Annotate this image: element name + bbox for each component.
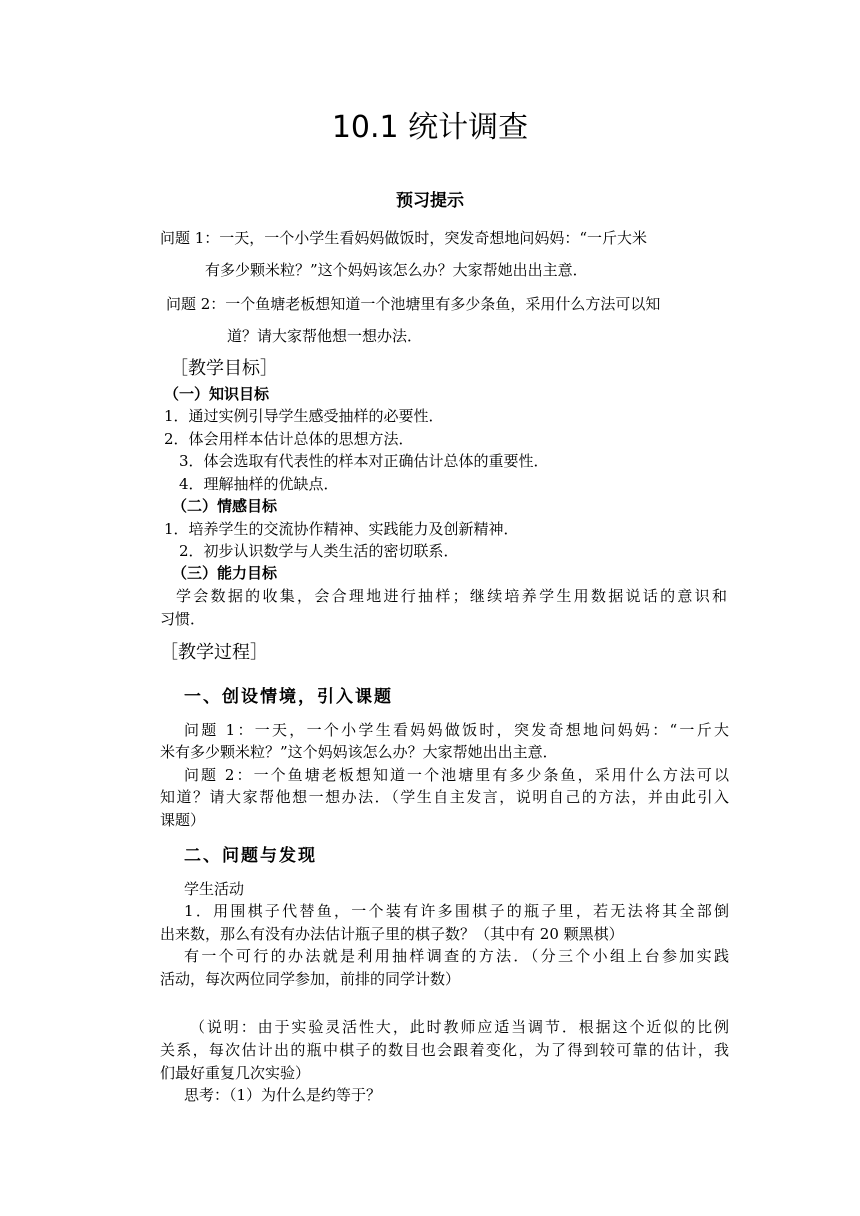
- knowledge-item: 1．通过实例引导学生感受抽样的必要性．: [164, 407, 444, 425]
- ability-text-line2: 习惯．: [160, 610, 206, 628]
- section1-line: 问题 1：一天，一个小学生看妈妈做饭时，突发奇想地问妈妈：“一斤大: [184, 721, 729, 739]
- section2-line: 有一个可行的办法就是利用抽样调查的方法．（分三个小组上台参加实践: [184, 947, 729, 965]
- emotion-item: 2．初步认识数学与人类生活的密切联系．: [179, 542, 459, 560]
- section2-heading: 二、问题与发现: [184, 846, 317, 866]
- knowledge-item: 2．体会用样本估计总体的思想方法．: [164, 430, 414, 448]
- ability-heading: （三）能力目标: [172, 564, 278, 582]
- section2-line: 1．用围棋子代替鱼，一个装有许多围棋子的瓶子里，若无法将其全部倒: [184, 902, 729, 920]
- preview-q1-line2: 有多少颗米粒？”这个妈妈该怎么办？大家帮她出出主意．: [205, 261, 588, 279]
- section1-line: 问题 2：一个鱼塘老板想知道一个池塘里有多少条鱼，采用什么方法可以: [184, 766, 729, 784]
- section2-line: 出来数，那么有没有办法估计瓶子里的棋子数？（其中有 20 颗黑棋）: [160, 925, 624, 943]
- preview-heading: 预习提示: [396, 191, 464, 211]
- section2-line: 思考：（1）为什么是约等于？: [184, 1086, 382, 1104]
- emotion-heading: （二）情感目标: [172, 497, 278, 515]
- preview-q2-line1: 问题 2：一个鱼塘老板想知道一个池塘里有多少条鱼，采用什么方法可以知: [166, 295, 661, 313]
- section2-line: 们最好重复几次实验）: [160, 1064, 311, 1082]
- goals-heading: ［教学目标］: [170, 358, 278, 379]
- process-heading: ［教学过程］: [160, 642, 268, 663]
- section1-line: 课题）: [160, 811, 206, 829]
- section2-line: （说明：由于实验灵活性大，此时教师应适当调节．根据这个近似的比例: [190, 1018, 729, 1036]
- knowledge-heading: （一）知识目标: [164, 385, 270, 403]
- emotion-item: 1．培养学生的交流协作精神、实践能力及创新精神．: [164, 520, 519, 538]
- section1-line: 米有多少颗米粒？”这个妈妈该怎么办？大家帮她出出主意．: [160, 743, 558, 761]
- preview-q1-line1: 问题 1：一天，一个小学生看妈妈做饭时，突发奇想地问妈妈：“一斤大米: [160, 229, 647, 247]
- section2-line: 活动，每次两位同学参加，前排的同学计数）: [160, 970, 461, 988]
- preview-q2-line2: 道？请大家帮他想一想办法．: [227, 327, 423, 345]
- section1-line: 知道？请大家帮他想一想办法．（学生自主发言，说明自己的方法，并由此引入: [160, 788, 729, 806]
- ability-text-line1: 学会数据的收集，会合理地进行抽样；继续培养学生用数据说话的意识和: [176, 587, 727, 605]
- section1-heading: 一、创设情境，引入课题: [184, 687, 393, 707]
- page-title: 10.1 统计调查: [331, 110, 529, 145]
- knowledge-item: 4．理解抽样的优缺点．: [179, 475, 339, 493]
- knowledge-item: 3．体会选取有代表性的样本对正确估计总体的重要性．: [179, 452, 549, 470]
- section2-line: 关系，每次估计出的瓶中棋子的数目也会跟着变化，为了得到较可靠的估计，我: [160, 1041, 729, 1059]
- section2-line: 学生活动: [184, 880, 245, 898]
